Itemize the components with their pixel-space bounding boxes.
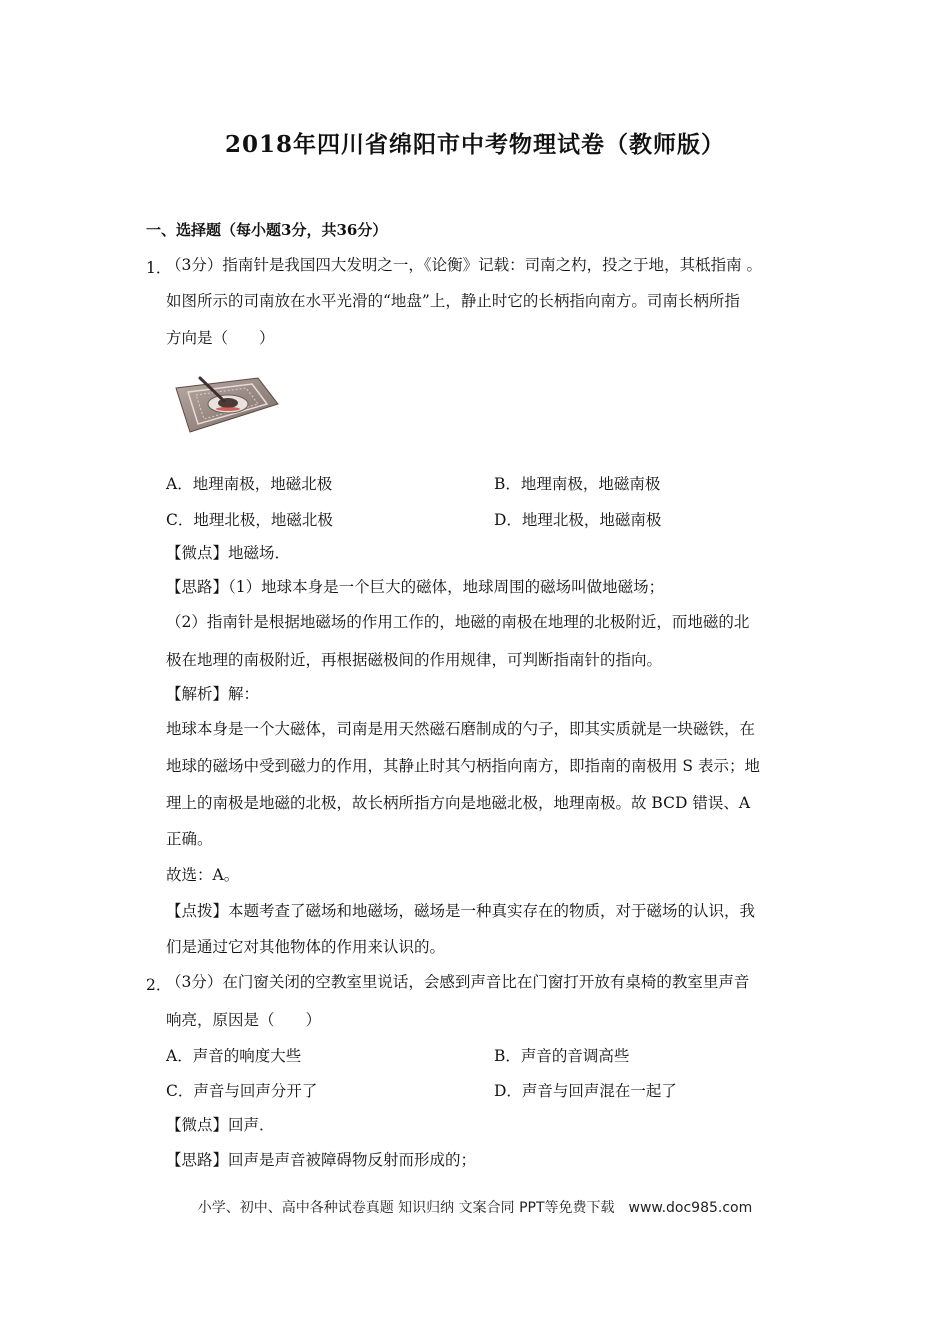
sinan-compass-image	[166, 366, 282, 440]
option-a: A．声音的响度大些	[166, 1047, 302, 1065]
page-footer[interactable]: 小学、初中、高中各种试卷真题 知识归纳 文案合同 PPT等免费下载 www.doc985.com	[197, 1200, 753, 1216]
question-text-line: 响亮，原因是（ ）	[166, 1011, 322, 1029]
jiexi-line: 理上的南极是地磁的北极，故长柄所指方向是地磁北极，地理南极。故 BCD 错误、A	[166, 794, 751, 812]
question-text-line: （3分）指南针是我国四大发明之一，《论衡》记载：司南之杓，投之于地，其柢指南 。	[166, 256, 763, 274]
jiexi-line: 地球的磁场中受到磁力的作用，其静止时其勺柄指向南方，即指南的南极用 S 表示；地	[166, 757, 760, 775]
jiexi-heading: 【解析】解：	[166, 685, 260, 703]
jiexi-line: 正确。	[166, 830, 213, 848]
dianbo-line: 【点拨】本题考查了磁场和地磁场，磁场是一种真实存在的物质，对于磁场的认识，我	[166, 902, 756, 920]
option-b: B．声音的音调高些	[494, 1047, 630, 1065]
question-text-line: （3分）在门窗关闭的空教室里说话，会感到声音比在门窗打开放有桌椅的教室里声音	[166, 973, 750, 991]
question-number: 2．	[146, 976, 172, 994]
question-text-line: 方向是（ ）	[166, 329, 275, 347]
silu-line: 【思路】（1）地球本身是一个巨大的磁体，地球周围的磁场叫做地磁场；	[166, 578, 665, 596]
answer-line: 故选：A。	[166, 866, 240, 884]
option-c: C．地理北极，地磁北极	[166, 511, 333, 529]
weidian-line: 【微点】地磁场．	[166, 544, 291, 562]
question-number: 1．	[146, 259, 172, 277]
silu-line: 【思路】回声是声音被障碍物反射而形成的；	[166, 1151, 477, 1169]
silu-line: （2）指南针是根据地磁场的作用工作的，地磁的南极在地理的北极附近，而地磁的北	[166, 613, 750, 631]
silu-line: 极在地理的南极附近，再根据磁极间的作用规律，可判断指南针的指向。	[166, 651, 663, 669]
option-a: A．地理南极，地磁北极	[166, 475, 333, 493]
option-d: D．地理北极，地磁南极	[494, 511, 662, 529]
option-c: C．声音与回声分开了	[166, 1082, 318, 1100]
dianbo-line: 们是通过它对其他物体的作用来认识的。	[166, 938, 446, 956]
section-heading: 一、选择题（每小题3分，共36分）	[146, 221, 388, 239]
option-d: D．声音与回声混在一起了	[494, 1082, 677, 1100]
jiexi-line: 地球本身是一个大磁体，司南是用天然磁石磨制成的勺子，即其实质就是一块磁铁，在	[166, 720, 756, 738]
weidian-line: 【微点】回声．	[166, 1116, 275, 1134]
page-title: 2018年四川省绵阳市中考物理试卷（教师版）	[224, 131, 725, 158]
option-b: B．地理南极，地磁南极	[494, 475, 661, 493]
question-text-line: 如图所示的司南放在水平光滑的“地盘”上，静止时它的长柄指向南方。司南长柄所指	[166, 292, 740, 310]
